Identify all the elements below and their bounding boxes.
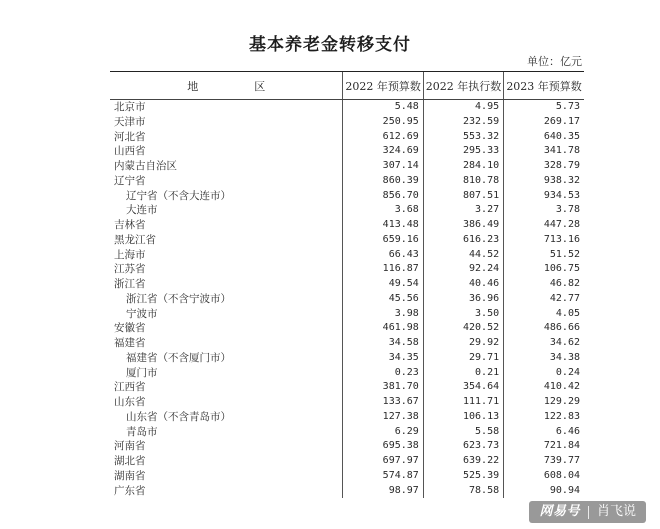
table-row (110, 233, 584, 248)
region-name-cell: 浙江省 (114, 278, 146, 290)
value-2022-actual-cell: 623.73 (423, 439, 503, 454)
value-2022-actual-cell: 36.96 (423, 292, 503, 307)
table-row (110, 425, 584, 440)
document-title: 基本养老金转移支付 (249, 35, 411, 55)
region-name-cell: 山西省 (114, 145, 146, 158)
value-2023-budget-cell: 269.17 (504, 115, 584, 130)
region-name-cell: 湖南省 (114, 469, 146, 482)
watermark-brand: 网易号 (539, 504, 580, 519)
table-row (110, 292, 584, 307)
region-name-cell: 黑龙江省 (114, 233, 156, 246)
value-2022-actual-cell: 553.32 (423, 130, 503, 145)
table-row (110, 218, 584, 233)
value-2022-actual-cell: 295.33 (423, 144, 503, 159)
value-2022-actual-cell: 5.58 (423, 425, 503, 440)
value-2023-budget-cell: 713.16 (504, 233, 584, 248)
region-name-cell: 广东省 (114, 484, 146, 497)
value-2022-actual-cell: 284.10 (423, 159, 503, 174)
value-2023-budget-cell: 934.53 (504, 189, 584, 204)
value-2022-actual-cell: 0.21 (423, 366, 503, 381)
header-2023-budget: 2023 年预算数 (504, 72, 584, 100)
value-2022-budget-cell: 3.68 (343, 203, 423, 218)
value-2022-budget-cell: 133.67 (343, 395, 423, 410)
value-2023-budget-cell: 3.78 (504, 203, 584, 218)
value-2023-budget-cell: 129.29 (504, 395, 584, 410)
value-2022-budget-cell: 0.23 (343, 366, 423, 381)
value-2023-budget-cell: 721.84 (504, 439, 584, 454)
region-name-cell: 江西省 (114, 381, 146, 394)
value-2023-budget-cell: 5.73 (504, 100, 584, 115)
table-row (110, 454, 584, 469)
table-row (110, 410, 584, 425)
value-2022-actual-cell: 420.52 (423, 321, 503, 336)
region-name-cell: 大连市 (126, 204, 158, 217)
value-2022-actual-cell: 525.39 (423, 469, 503, 484)
region-name-cell: 青岛市 (126, 425, 158, 438)
table-row (110, 380, 584, 395)
region-name-cell: 浙江省（不含宁波市） (126, 292, 231, 305)
value-2022-actual-cell: 92.24 (423, 262, 503, 277)
region-name-cell: 福建省（不含厦门市） (126, 351, 231, 364)
value-2022-budget-cell: 856.70 (343, 189, 423, 204)
table-row (110, 469, 584, 484)
value-2023-budget-cell: 447.28 (504, 218, 584, 233)
value-2022-budget-cell: 6.29 (343, 425, 423, 440)
region-name-cell: 河北省 (114, 130, 146, 143)
table-row (110, 144, 584, 159)
value-2022-budget-cell: 324.69 (343, 144, 423, 159)
table-row (110, 366, 584, 381)
header-2022-budget: 2022 年预算数 (343, 72, 423, 100)
value-2023-budget-cell: 410.42 (504, 380, 584, 395)
table-row (110, 159, 584, 174)
value-2022-actual-cell: 40.46 (423, 277, 503, 292)
value-2023-budget-cell: 34.62 (504, 336, 584, 351)
region-name-cell: 湖北省 (114, 455, 146, 467)
table-row (110, 307, 584, 322)
value-2023-budget-cell: 328.79 (504, 159, 584, 174)
value-2023-budget-cell: 938.32 (504, 174, 584, 189)
table-row (110, 321, 584, 336)
value-2023-budget-cell: 106.75 (504, 262, 584, 277)
pension-transfer-table (110, 71, 584, 498)
value-2023-budget-cell: 42.77 (504, 292, 584, 307)
value-2023-budget-cell: 51.52 (504, 248, 584, 263)
table-row (110, 277, 584, 292)
value-2022-budget-cell: 413.48 (343, 218, 423, 233)
region-name-cell: 福建省 (114, 337, 146, 349)
value-2022-actual-cell: 810.78 (423, 174, 503, 189)
value-2022-actual-cell: 4.95 (423, 100, 503, 115)
value-2022-budget-cell: 307.14 (343, 159, 423, 174)
header-2022-actual: 2022 年执行数 (423, 72, 503, 100)
value-2022-actual-cell: 3.27 (423, 203, 503, 218)
value-2023-budget-cell: 6.46 (504, 425, 584, 440)
table-row (110, 395, 584, 410)
region-name-cell: 山东省（不含青岛市） (126, 410, 231, 423)
table-row (110, 203, 584, 218)
header-region (110, 72, 343, 100)
table-row (110, 174, 584, 189)
value-2022-actual-cell: 111.71 (423, 395, 503, 410)
watermark-divider (588, 506, 589, 519)
value-2022-actual-cell: 106.13 (423, 410, 503, 425)
value-2022-budget-cell: 612.69 (343, 130, 423, 145)
value-2022-budget-cell: 381.70 (343, 380, 423, 395)
value-2022-actual-cell: 44.52 (423, 248, 503, 263)
value-2022-budget-cell: 49.54 (343, 277, 423, 292)
value-2023-budget-cell: 739.77 (504, 454, 584, 469)
region-name-cell: 北京市 (114, 101, 146, 113)
value-2023-budget-cell: 640.35 (504, 130, 584, 145)
header-region-prefix: 地 (187, 79, 199, 93)
table-row (110, 189, 584, 204)
region-name-cell: 河南省 (114, 440, 146, 453)
table-row (110, 351, 584, 366)
value-2022-budget-cell: 34.35 (343, 351, 423, 366)
value-2022-budget-cell: 3.98 (343, 307, 423, 322)
value-2022-budget-cell: 45.56 (343, 292, 423, 307)
unit-label: 单位：亿元 (527, 55, 582, 68)
watermark (529, 501, 646, 523)
value-2022-budget-cell: 34.58 (343, 336, 423, 351)
value-2022-budget-cell: 5.48 (343, 100, 423, 115)
region-name-cell: 辽宁省 (114, 174, 146, 187)
region-name-cell: 吉林省 (114, 219, 146, 231)
table-row (110, 115, 584, 130)
value-2022-budget-cell: 98.97 (343, 484, 423, 499)
value-2023-budget-cell: 90.94 (504, 484, 584, 499)
value-2023-budget-cell: 486.66 (504, 321, 584, 336)
value-2022-budget-cell: 574.87 (343, 469, 423, 484)
value-2022-budget-cell: 697.97 (343, 454, 423, 469)
value-2022-actual-cell: 616.23 (423, 233, 503, 248)
region-name-cell: 上海市 (114, 248, 146, 261)
value-2023-budget-cell: 608.04 (504, 469, 584, 484)
value-2023-budget-cell: 4.05 (504, 307, 584, 322)
value-2022-budget-cell: 127.38 (343, 410, 423, 425)
watermark-author: 肖飞说 (596, 504, 636, 519)
value-2022-actual-cell: 29.71 (423, 351, 503, 366)
value-2023-budget-cell: 341.78 (504, 144, 584, 159)
value-2023-budget-cell: 0.24 (504, 366, 584, 381)
region-name-cell: 天津市 (114, 115, 146, 128)
header-region-suffix: 区 (254, 79, 266, 93)
table-row (110, 100, 584, 115)
region-name-cell: 宁波市 (126, 307, 158, 320)
table-row (110, 248, 584, 263)
value-2022-actual-cell: 354.64 (423, 380, 503, 395)
value-2022-budget-cell: 659.16 (343, 233, 423, 248)
table-row (110, 130, 584, 145)
region-name-cell: 山东省 (114, 396, 146, 408)
value-2022-actual-cell: 807.51 (423, 189, 503, 204)
value-2022-budget-cell: 66.43 (343, 248, 423, 263)
value-2023-budget-cell: 34.38 (504, 351, 584, 366)
value-2023-budget-cell: 122.83 (504, 410, 584, 425)
value-2022-budget-cell: 695.38 (343, 439, 423, 454)
value-2022-actual-cell: 386.49 (423, 218, 503, 233)
value-2022-actual-cell: 3.50 (423, 307, 503, 322)
value-2022-budget-cell: 461.98 (343, 321, 423, 336)
region-name-cell: 内蒙古自治区 (114, 160, 177, 172)
value-2022-actual-cell: 232.59 (423, 115, 503, 130)
table-row (110, 336, 584, 351)
value-2022-budget-cell: 250.95 (343, 115, 423, 130)
value-2022-actual-cell: 29.92 (423, 336, 503, 351)
value-2023-budget-cell: 46.82 (504, 277, 584, 292)
region-name-cell: 辽宁省（不含大连市） (126, 189, 231, 202)
region-name-cell: 安徽省 (114, 322, 146, 335)
table-row (110, 439, 584, 454)
table-body (110, 100, 584, 499)
region-name-cell: 厦门市 (126, 366, 158, 379)
table-row (110, 262, 584, 277)
region-name-cell: 江苏省 (114, 263, 146, 276)
value-2022-budget-cell: 116.87 (343, 262, 423, 277)
value-2022-actual-cell: 78.58 (423, 484, 503, 499)
table-row (110, 484, 584, 499)
value-2022-budget-cell: 860.39 (343, 174, 423, 189)
value-2022-actual-cell: 639.22 (423, 454, 503, 469)
table-header (110, 72, 584, 100)
